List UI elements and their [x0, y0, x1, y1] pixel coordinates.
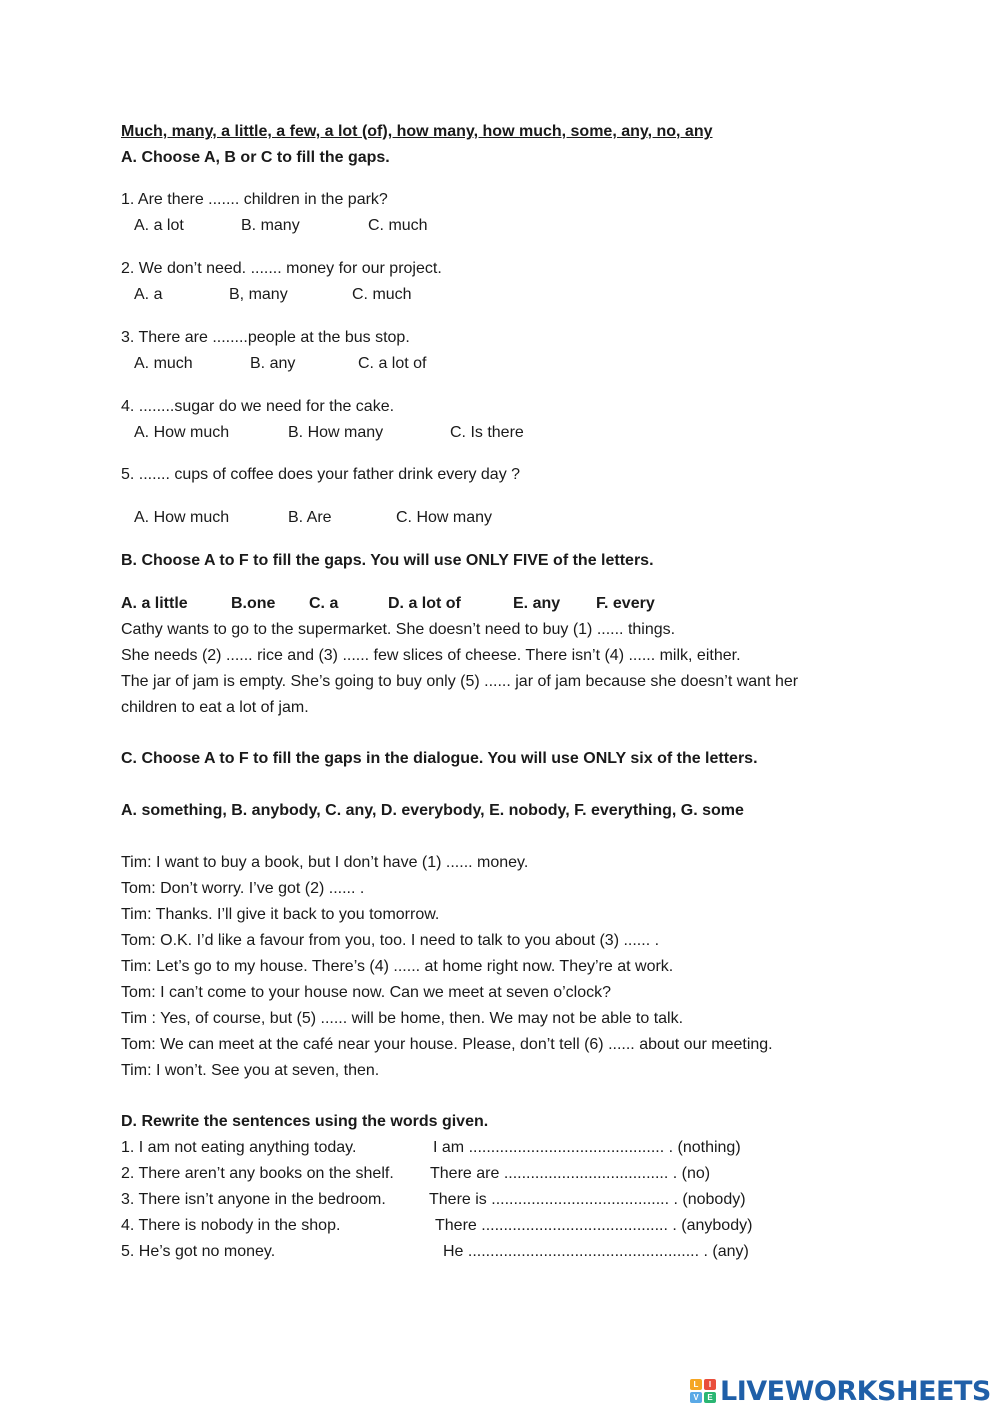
choice-e: E. any: [513, 595, 561, 612]
rewrite-prompt: He .................................................... . (any): [443, 1243, 749, 1260]
original-sentence: 3. There isn’t anyone in the bedroom.: [121, 1191, 386, 1208]
option-b: B. many: [241, 217, 300, 234]
option-c: C. Is there: [450, 424, 524, 441]
dialogue-line: Tom: We can meet at the café near your house. Please, don’t tell (6) ...... about our meeting.: [121, 1036, 773, 1053]
rewrite-item: [121, 1163, 821, 1185]
choice-b: B.one: [231, 595, 276, 612]
rewrite-item: [121, 1215, 821, 1237]
rewrite-prompt: There .......................................... . (anybody): [435, 1217, 753, 1234]
option-b: B. any: [250, 355, 296, 372]
rewrite-item: [121, 1137, 821, 1159]
rewrite-item: [121, 1241, 821, 1263]
choice-c: C. a: [309, 595, 339, 612]
option-a: A. How much: [134, 424, 230, 441]
liveworksheets-logo: [690, 1374, 991, 1408]
option-b: B. How many: [288, 424, 384, 441]
question-a2: 2. We don’t need. ....... money for our project.: [121, 260, 442, 277]
section-d-heading: D. Rewrite the sentences using the words given.: [121, 1113, 489, 1130]
dialogue-line: Tom: I can’t come to your house now. Can we meet at seven o’clock?: [121, 984, 612, 1001]
option-c: C. much: [352, 286, 412, 303]
rewrite-prompt: There is ........................................ . (nobody): [429, 1191, 746, 1208]
option-b: B. Are: [288, 509, 332, 526]
option-c: C. How many: [396, 509, 493, 526]
logo-square: I: [704, 1379, 716, 1390]
section-b-choices: [121, 593, 721, 615]
option-a: A. a lot: [134, 217, 184, 234]
section-b-heading: B. Choose A to F to fill the gaps. You will use ONLY FIVE of the letters.: [121, 552, 654, 569]
logo-square: L: [690, 1379, 702, 1390]
passage-line: children to eat a lot of jam.: [121, 699, 309, 716]
logo-square: E: [704, 1392, 716, 1403]
dialogue-line: Tim: Let’s go to my house. There’s (4) ...... at home right now. They’re at work.: [121, 958, 674, 975]
question-a1: 1. Are there ....... children in the park?: [121, 191, 388, 208]
passage-line: Cathy wants to go to the supermarket. She doesn’t need to buy (1) ...... things.: [121, 621, 676, 638]
logo-square: V: [690, 1392, 702, 1403]
choice-f: F. every: [596, 595, 655, 612]
rewrite-item: [121, 1189, 821, 1211]
choice-d: D. a lot of: [388, 595, 461, 612]
section-a-heading: A. Choose A, B or C to fill the gaps.: [121, 149, 390, 166]
option-b: B, many: [229, 286, 288, 303]
question-a5: 5. ....... cups of coffee does your father drink every day ?: [121, 466, 521, 483]
original-sentence: 1. I am not eating anything today.: [121, 1139, 357, 1156]
section-c-choices: A. something, B. anybody, C. any, D. everybody, E. nobody, F. everything, G. some: [121, 802, 744, 819]
rewrite-prompt: There are ..................................... . (no): [430, 1165, 711, 1182]
question-a4: 4. ........sugar do we need for the cake.: [121, 398, 395, 415]
dialogue-line: Tom: Don’t worry. I’ve got (2) ...... .: [121, 880, 365, 897]
dialogue-line: Tom: O.K. I’d like a favour from you, too. I need to talk to you about (3) ...... .: [121, 932, 660, 949]
question-a3: 3. There are ........people at the bus stop.: [121, 329, 410, 346]
passage-line: She needs (2) ...... rice and (3) ...... few slices of cheese. There isn’t (4) ...... milk, either.: [121, 647, 741, 664]
worksheet-title: Much, many, a little, a few, a lot (of), how many, how much, some, any, no, any: [121, 123, 713, 140]
logo-grid-icon: [690, 1379, 716, 1403]
passage-line: The jar of jam is empty. She’s going to buy only (5) ...... jar of jam because she doesn’t want her: [121, 673, 799, 690]
choice-a: A. a little: [121, 595, 188, 612]
option-a: A. much: [134, 355, 193, 372]
option-c: C. a lot of: [358, 355, 427, 372]
dialogue-line: Tim : Yes, of course, but (5) ...... will be home, then. We may not be able to talk.: [121, 1010, 684, 1027]
rewrite-prompt: I am ............................................ . (nothing): [433, 1139, 741, 1156]
original-sentence: 4. There is nobody in the shop.: [121, 1217, 341, 1234]
logo-text: LIVEWORKSHEETS: [720, 1375, 991, 1407]
dialogue-line: Tim: Thanks. I’ll give it back to you tomorrow.: [121, 906, 440, 923]
section-c-heading: C. Choose A to F to fill the gaps in the dialogue. You will use ONLY six of the letters.: [121, 750, 758, 767]
original-sentence: 5. He’s got no money.: [121, 1243, 276, 1260]
dialogue-line: Tim: I won’t. See you at seven, then.: [121, 1062, 380, 1079]
option-a: A. How much: [134, 509, 230, 526]
dialogue-line: Tim: I want to buy a book, but I don’t have (1) ...... money.: [121, 854, 529, 871]
original-sentence: 2. There aren’t any books on the shelf.: [121, 1165, 394, 1182]
option-c: C. much: [368, 217, 428, 234]
option-a: A. a: [134, 286, 163, 303]
